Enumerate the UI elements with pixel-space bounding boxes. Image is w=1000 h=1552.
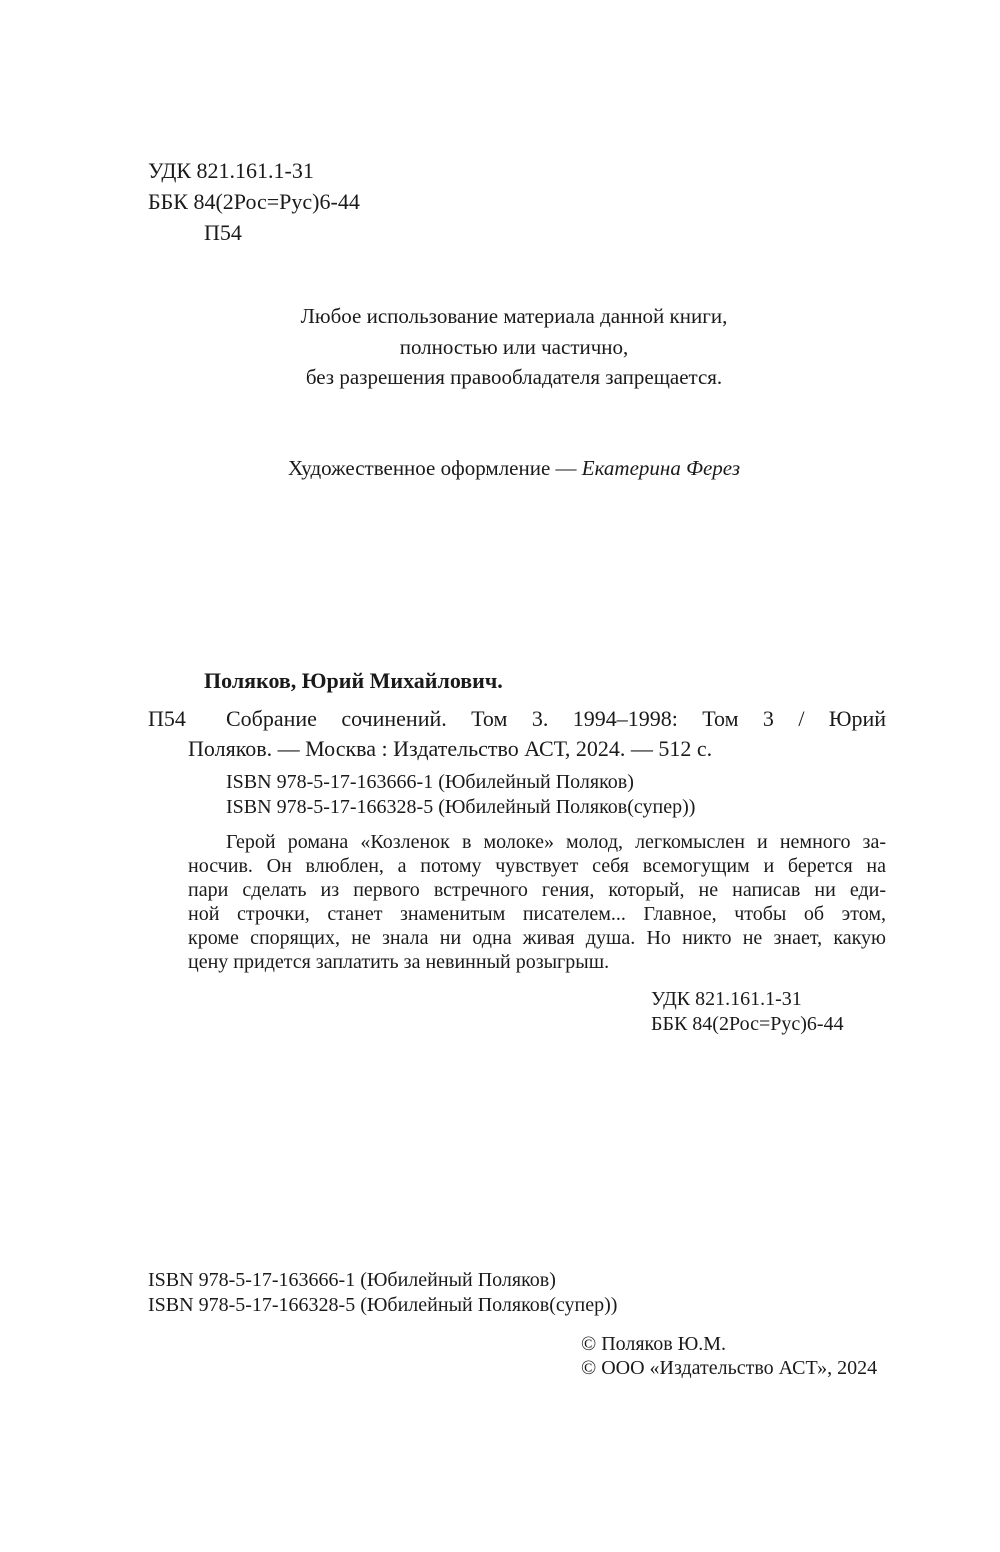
- annotation-line-5: кроме спорящих, не знала ни одна живая душа. Но никто не знает, какую: [188, 927, 886, 949]
- catalog-title-line-2: Поляков. — Москва : Издательство АСТ, 2024. — 512 с.: [188, 736, 713, 761]
- annotation-line-6: цену придется заплатить за невинный розыгрыш.: [188, 951, 610, 973]
- catalog-author-heading: Поляков, Юрий Михайлович.: [204, 668, 503, 693]
- copyright-notice-line-3: без разрешения правообладателя запрещается.: [305, 365, 723, 389]
- design-credit: [14, 458, 1000, 479]
- catalog-title-line-1: Собрание сочинений. Том 3. 1994–1998: Том 3 / Юрий: [226, 706, 886, 731]
- catalog-bbk: ББК 84(2Рос=Рус)6-44: [651, 1013, 844, 1035]
- annotation-line-2: носчив. Он влюблен, а потому чувствует себя всемогущим и берется на: [188, 855, 886, 877]
- annotation-line-1: Герой романа «Козленок в молоке» молод, легкомыслен и немного за-: [226, 831, 886, 853]
- bbk-code-top: ББК 84(2Рос=Рус)6-44: [148, 189, 360, 214]
- copyright-notice-line-1: Любое использование материала данной книги,: [300, 304, 728, 328]
- design-credit-name: Екатерина Ферез: [581, 456, 741, 480]
- copyright-author: © Поляков Ю.М.: [581, 1333, 727, 1355]
- catalog-isbn-2: ISBN 978-5-17-166328-5 (Юбилейный Поляков(супер)): [226, 796, 696, 818]
- annotation-line-3: пари сделать из первого встречного гения, который, не написав ни еди-: [188, 879, 886, 901]
- catalog-isbn-1: ISBN 978-5-17-163666-1 (Юбилейный Поляков): [226, 771, 634, 793]
- copyright-publisher: © ООО «Издательство АСТ», 2024: [581, 1357, 878, 1379]
- catalog-mark: П54: [148, 706, 186, 731]
- isbn-bottom-2: ISBN 978-5-17-166328-5 (Юбилейный Поляков(супер)): [148, 1294, 618, 1316]
- design-credit-label: Художественное оформление —: [287, 456, 582, 480]
- copyright-notice-line-2: полностью или частично,: [399, 335, 629, 359]
- author-mark-top: П54: [204, 220, 242, 245]
- catalog-udk: УДК 821.161.1-31: [651, 988, 802, 1010]
- annotation-line-4: ной строчки, станет знаменитым писателем... Главное, чтобы об этом,: [188, 903, 886, 925]
- udk-code-top: УДК 821.161.1-31: [148, 158, 314, 183]
- isbn-bottom-1: ISBN 978-5-17-163666-1 (Юбилейный Поляков): [148, 1269, 556, 1291]
